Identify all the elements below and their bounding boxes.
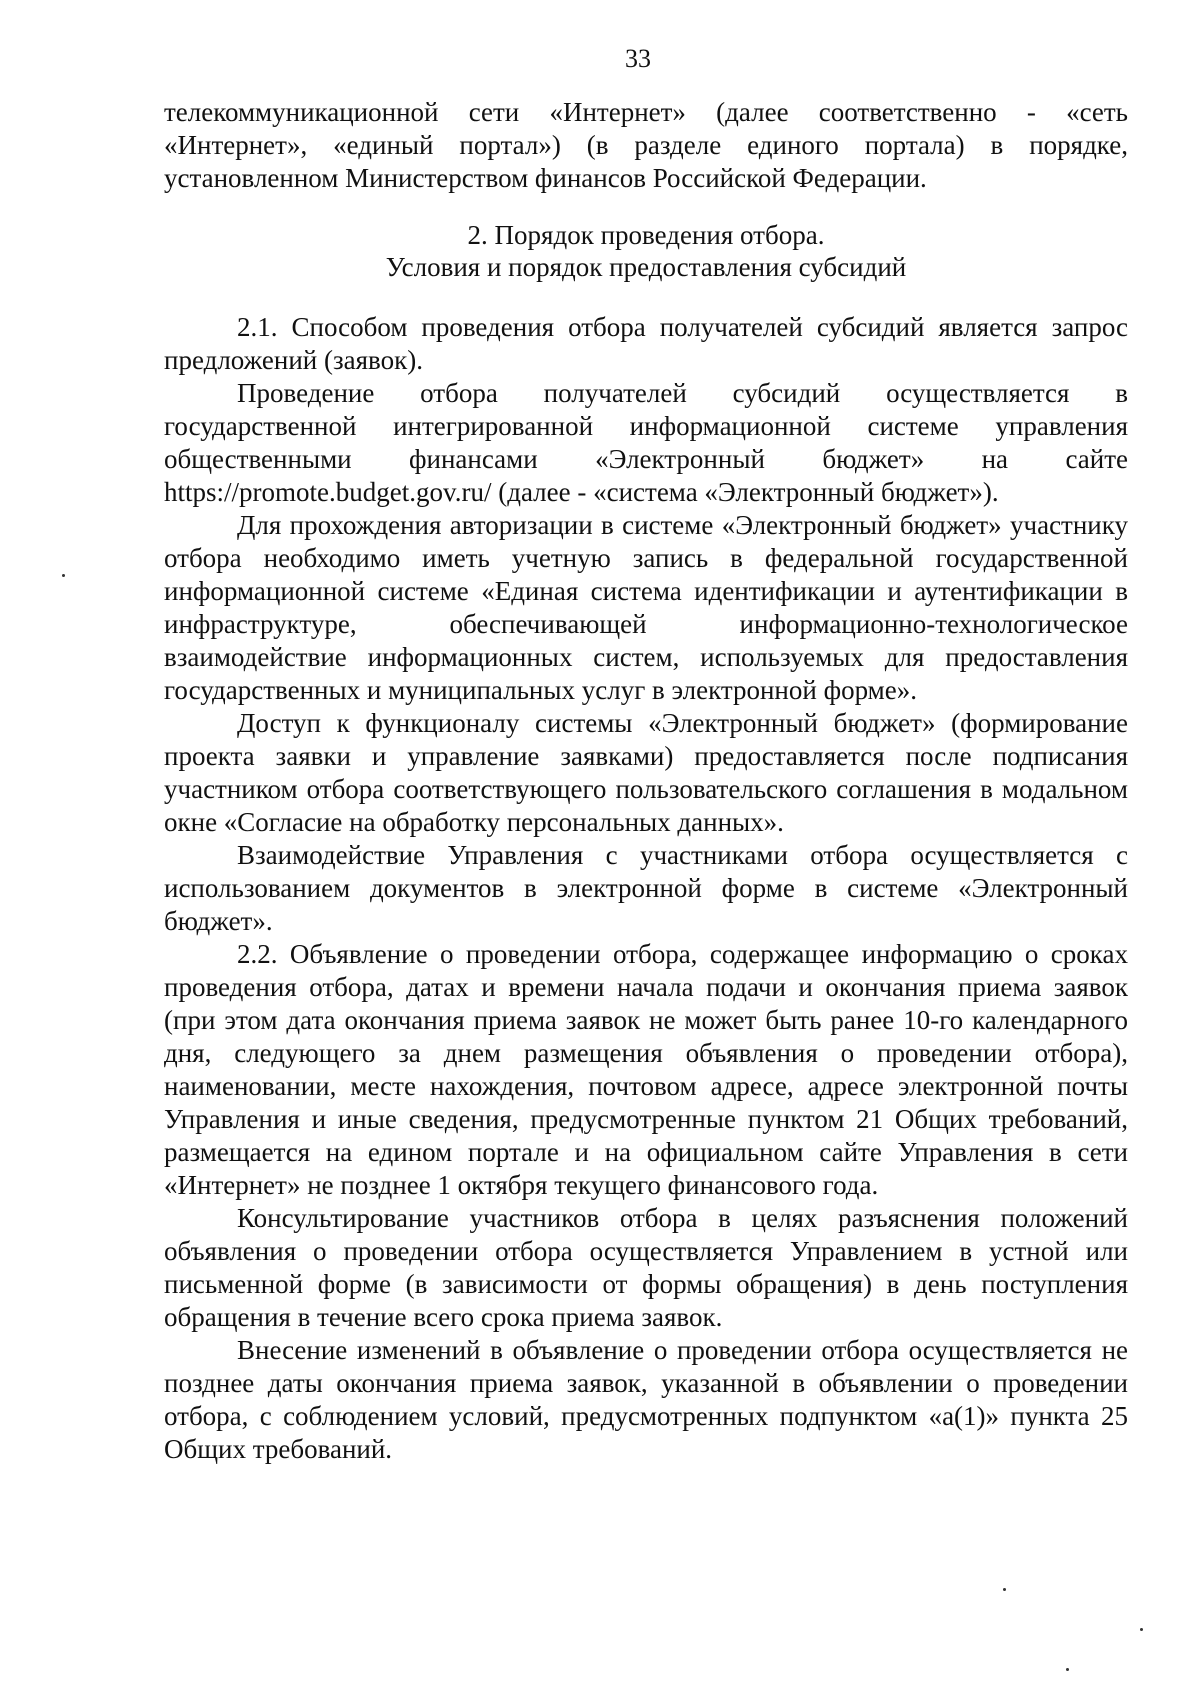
paragraph: Проведение отбора получателей субсидий осуществляется в государственной интегрированной информационной системе управления общественными финансами «Электронный бюджет» на сайте https://promote.budget.gov.ru/ (далее - «система «Электронный бюджет»).: [164, 378, 1128, 507]
paragraph-continuation: телекоммуникационной сети «Интернет» (далее соответственно - «сеть «Интернет», «единый портал») (в разделе единого портала) в порядке, установленном Министерством финансов Российской Федерации.: [164, 97, 1128, 193]
document-body: [164, 96, 1128, 1466]
scan-speck: [1003, 1588, 1006, 1591]
paragraph: Для прохождения авторизации в системе «Электронный бюджет» участнику отбора необходимо иметь учетную запись в федеральной государственной информационной системе «Единая система идентификации и аутентификации в инфраструктуре, обеспечивающей информационно-технологическое взаимодействие информационных систем, используемых для предоставления государственных и муниципальных услуг в электронной форме».: [164, 510, 1128, 705]
section-heading-line-2: Условия и порядок предоставления субсидий: [385, 252, 907, 282]
paragraph: Консультирование участников отбора в целях разъяснения положений объявления о проведении отбора осуществляется Управлением в устной или письменной форме (в зависимости от формы обращения) в день поступления обращения в течение всего срока приема заявок.: [164, 1203, 1128, 1332]
section-heading-line-1: 2. Порядок проведения отбора.: [467, 220, 825, 250]
scan-speck: [1140, 1628, 1143, 1631]
paragraph: 2.1. Способом проведения отбора получателей субсидий является запрос предложений (заявок).: [164, 312, 1128, 375]
scan-speck: [1066, 1668, 1069, 1671]
paragraph: 2.2. Объявление о проведении отбора, содержащее информацию о сроках проведения отбора, датах и времени начала подачи и окончания приема заявок (при этом дата окончания приема заявок не может быть ранее 10-го календарного дня, следующего за днем размещения объявления о проведении отбора), наименовании, месте нахождения, почтовом адресе, адресе электронной почты Управления и иные сведения, предусмотренные пунктом 21 Общих требований, размещается на едином портале и на официальном сайте Управления в сети «Интернет» не позднее 1 октября текущего финансового года.: [164, 939, 1128, 1200]
scan-speck: [62, 574, 65, 577]
paragraph: Внесение изменений в объявление о проведении отбора осуществляется не позднее даты окончания приема заявок, указанной в объявлении о проведении отбора, с соблюдением условий, предусмотренных подпунктом «а(1)» пункта 25 Общих требований.: [164, 1335, 1128, 1464]
paragraph: Доступ к функционалу системы «Электронный бюджет» (формирование проекта заявки и управление заявками) предоставляется после подписания участником отбора соответствующего пользовательского соглашения в модальном окне «Согласие на обработку персональных данных».: [164, 708, 1128, 837]
page-number: 33: [625, 44, 651, 73]
paragraph: Взаимодействие Управления с участниками отбора осуществляется с использованием документов в электронной форме в системе «Электронный бюджет».: [164, 840, 1128, 936]
section-heading: [164, 219, 1128, 283]
